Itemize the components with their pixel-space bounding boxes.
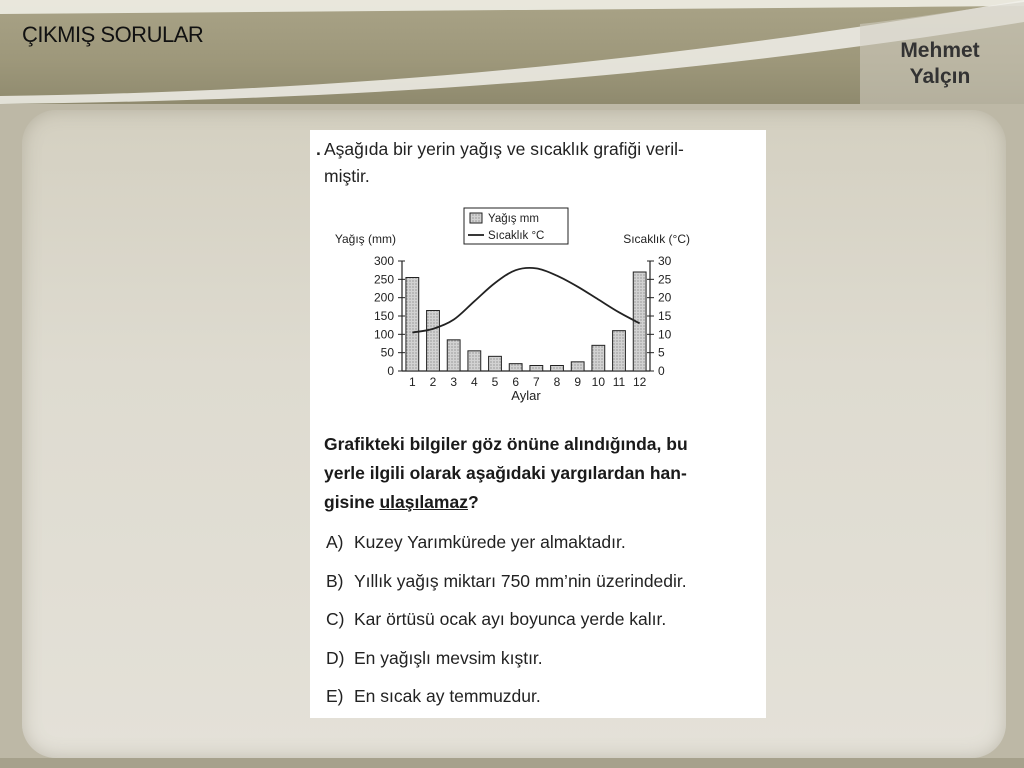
precipitation-bar-3	[447, 340, 460, 371]
right-tick-label: 5	[658, 345, 665, 360]
choice-letter: E)	[326, 686, 344, 706]
precipitation-bars	[406, 272, 646, 371]
precipitation-bar-10	[592, 345, 605, 371]
left-tick-label: 100	[373, 327, 394, 342]
x-tick-label: 3	[450, 375, 458, 389]
intro-line-2: miştir.	[324, 166, 370, 186]
left-tick-label: 150	[373, 309, 394, 323]
frame-bottom	[0, 758, 1024, 768]
left-tick-label: 200	[373, 290, 394, 305]
header-decoration	[0, 0, 1024, 104]
author-name	[880, 38, 1000, 90]
x-tick-label: 2	[429, 375, 437, 389]
temperature-line	[412, 268, 639, 333]
legend-label-temperature: Sıcaklık °C	[488, 230, 545, 242]
chart-legend	[464, 208, 568, 244]
precipitation-bar-11	[613, 331, 626, 371]
x-tick-label: 1	[408, 375, 416, 389]
choice-text: En yağışlı mevsim kıştır.	[354, 647, 543, 668]
question-stem	[324, 430, 762, 517]
choice-a[interactable]	[326, 532, 762, 571]
precipitation-bar-9	[571, 362, 584, 371]
right-tick-label: 25	[658, 272, 672, 287]
question-intro	[316, 136, 760, 190]
right-tick-label: 30	[658, 254, 672, 268]
answer-choices	[326, 532, 762, 725]
temperature-series-line	[412, 268, 639, 333]
x-tick-label: 6	[512, 375, 520, 389]
stem-underlined-word: ulaşılamaz	[379, 492, 468, 512]
author-last-name: Yalçın	[909, 65, 971, 88]
choice-e[interactable]	[326, 686, 762, 725]
x-tick-label: 10	[591, 375, 606, 389]
stem-line-2: yerle ilgili olarak aşağıdaki yargılardan han-	[324, 463, 687, 483]
precipitation-bar-8	[551, 366, 564, 372]
choice-letter: D)	[326, 647, 345, 668]
right-tick-label: 0	[658, 364, 665, 378]
x-axis-title: Aylar	[511, 388, 541, 403]
x-tick-label: 8	[553, 375, 561, 389]
precipitation-bar-5	[489, 356, 502, 371]
x-tick-label: 7	[532, 375, 540, 389]
question-image	[310, 130, 766, 718]
precipitation-bar-6	[509, 364, 522, 371]
legend-bar-swatch	[470, 213, 482, 223]
choice-text: Kuzey Yarımkürede yer almaktadır.	[354, 532, 626, 552]
precipitation-bar-1	[406, 278, 419, 372]
right-tick-label: 15	[658, 309, 672, 323]
legend-label-precipitation: Yağış mm	[488, 213, 539, 225]
left-tick-label: 250	[373, 272, 394, 287]
right-tick-label: 20	[658, 290, 672, 305]
choice-c[interactable]	[326, 609, 762, 648]
x-tick-label: 9	[574, 375, 582, 389]
x-tick-label: 4	[470, 375, 478, 389]
choice-d[interactable]	[326, 648, 762, 687]
question-bullet: .	[316, 139, 321, 159]
left-tick-label: 0	[387, 364, 394, 378]
choice-text: Kar örtüsü ocak ayı boyunca yerde kalır.	[354, 609, 667, 629]
x-tick-label: 11	[612, 375, 626, 389]
choice-text: En sıcak ay temmuzdur.	[354, 686, 541, 706]
stem-line-1: Grafikteki bilgiler göz önüne alındığında, bu	[324, 434, 688, 454]
stem-line-3	[324, 488, 762, 517]
left-axis-title: Yağış (mm)	[334, 232, 396, 246]
precipitation-bar-4	[468, 351, 481, 371]
precipitation-bar-2	[427, 311, 440, 372]
x-tick-label: 5	[491, 375, 499, 389]
choice-letter: B)	[326, 570, 344, 591]
author-first-name: Mehmet	[900, 39, 980, 62]
intro-line-1: Aşağıda bir yerin yağış ve sıcaklık grafiği veril-	[324, 139, 684, 159]
choice-text: Yıllık yağış miktarı 750 mm’nin üzerindedir.	[354, 570, 687, 591]
choice-b[interactable]	[326, 571, 762, 610]
left-tick-label: 50	[380, 345, 394, 360]
right-tick-label: 10	[658, 327, 672, 342]
x-tick-label: 12	[632, 375, 647, 389]
stem-suffix: ?	[467, 492, 479, 512]
slide-title: ÇIKMIŞ SORULAR	[22, 22, 204, 47]
left-tick-label: 300	[373, 254, 394, 268]
right-axis-title: Sıcaklık (°C)	[623, 232, 690, 246]
choice-letter: C)	[326, 609, 345, 629]
choice-letter: A)	[326, 532, 344, 552]
precipitation-bar-7	[530, 366, 543, 372]
stem-prefix: gisine	[324, 492, 380, 512]
